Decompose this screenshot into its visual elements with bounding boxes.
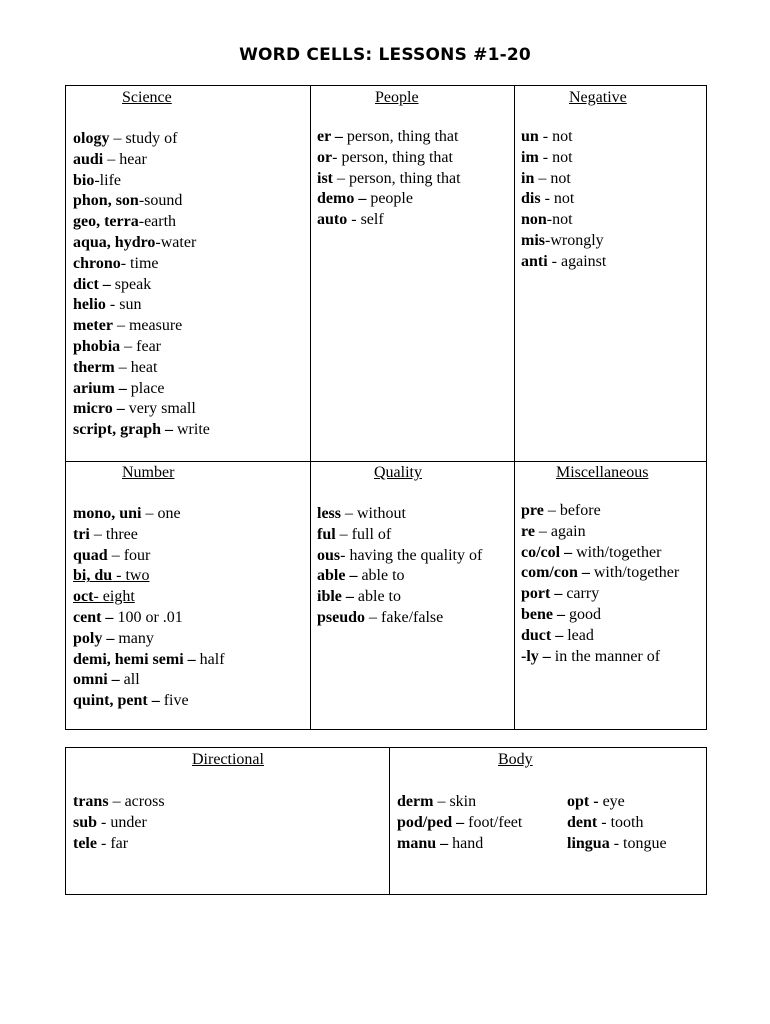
word-entry <box>317 546 482 567</box>
word-entry <box>317 587 482 608</box>
word-entry <box>73 399 210 420</box>
word-meaning: not <box>552 211 573 229</box>
word-separator: - <box>97 813 111 831</box>
word-separator: - <box>94 171 100 189</box>
word-root: im <box>521 148 539 166</box>
word-root: com/con – <box>521 564 590 582</box>
word-meaning: able to <box>357 588 401 606</box>
word-meaning: four <box>123 546 151 564</box>
word-meaning: person, thing that <box>346 128 459 145</box>
word-separator: – <box>89 525 106 543</box>
word-separator: – <box>333 169 349 187</box>
word-separator: - <box>112 567 126 585</box>
word-meaning: many <box>118 629 154 647</box>
word-entry <box>521 501 679 522</box>
word-meaning: hear <box>119 150 147 168</box>
word-entry <box>521 252 606 273</box>
word-root: ology <box>73 130 110 147</box>
heading-directional: Directional <box>192 751 264 768</box>
word-meaning: heat <box>130 358 158 376</box>
word-meaning: not <box>550 169 571 187</box>
word-meaning: half <box>199 650 225 668</box>
word-root: sub <box>73 813 98 831</box>
word-root: script, graph – <box>73 421 173 439</box>
word-separator: - <box>546 211 553 229</box>
word-entry <box>73 670 225 691</box>
word-meaning: eye <box>602 793 625 810</box>
word-meaning: across <box>124 793 165 810</box>
word-separator: - <box>347 211 361 229</box>
word-meaning: eight <box>102 588 135 606</box>
word-root: helio <box>73 296 106 314</box>
word-entry <box>73 587 225 608</box>
word-root: dent <box>567 813 598 831</box>
word-separator: - <box>540 190 554 208</box>
heading-miscellaneous: Miscellaneous <box>556 464 649 481</box>
word-cells-table <box>65 85 707 730</box>
word-entry <box>73 316 210 337</box>
word-entry <box>397 834 522 855</box>
word-meaning: good <box>569 605 601 623</box>
list-body-right <box>567 792 667 854</box>
word-root: pod/ped – <box>397 813 465 831</box>
word-root: arium – <box>73 379 127 397</box>
word-root: non <box>521 211 547 229</box>
word-entry <box>317 169 461 190</box>
cell-quality <box>311 462 514 729</box>
word-entry <box>73 792 165 813</box>
word-root: bene – <box>521 605 565 623</box>
word-root: omni – <box>73 671 120 689</box>
word-meaning: not <box>552 128 573 145</box>
word-root: ous <box>317 546 341 564</box>
word-root: bi, du <box>73 567 113 585</box>
word-entry <box>397 792 522 813</box>
word-entry <box>317 608 482 629</box>
page-title: WORD CELLS: LESSONS #1-20 <box>239 45 531 65</box>
word-entry <box>567 813 667 834</box>
word-entry <box>317 210 461 231</box>
word-meaning: able to <box>361 567 405 585</box>
word-root: therm <box>73 358 115 376</box>
word-root: bio <box>73 171 95 189</box>
list-directional <box>73 792 165 854</box>
word-meaning: measure <box>128 317 183 335</box>
word-root: lingua <box>567 834 610 852</box>
word-entry <box>73 254 210 275</box>
word-root: manu – <box>397 834 449 852</box>
cell-body <box>390 748 706 894</box>
word-separator: – <box>534 169 551 187</box>
word-root: poly – <box>73 629 115 647</box>
word-separator: - <box>138 213 145 231</box>
word-meaning: skin <box>449 793 477 810</box>
word-root: quint, pent – <box>73 692 160 710</box>
word-separator: – <box>433 793 450 810</box>
word-entry <box>73 212 210 233</box>
word-meaning: speak <box>114 275 152 293</box>
word-entry <box>317 148 461 169</box>
list-number <box>73 504 225 712</box>
word-root: aqua, hydro <box>73 233 156 251</box>
word-meaning: person, thing that <box>341 148 453 166</box>
word-root: opt - <box>567 793 599 810</box>
word-root: oct <box>73 588 94 606</box>
word-root: ible – <box>317 588 354 606</box>
word-root: -ly – <box>521 647 551 665</box>
word-separator: - <box>138 192 145 210</box>
word-entry <box>73 566 225 587</box>
word-meaning: not <box>552 148 573 166</box>
word-root: dict – <box>73 275 111 293</box>
word-entry <box>567 792 667 813</box>
word-separator: – <box>108 793 125 810</box>
word-entry <box>567 834 667 855</box>
word-meaning: lead <box>567 626 594 644</box>
word-root: quad <box>73 546 108 564</box>
word-root: co/col – <box>521 543 573 561</box>
word-meaning: with/together <box>593 564 680 582</box>
word-root: able – <box>317 567 358 585</box>
word-meaning: fear <box>136 337 161 355</box>
word-meaning: tongue <box>623 834 667 852</box>
word-root: anti <box>521 252 548 270</box>
word-separator: – <box>341 505 357 522</box>
cell-negative <box>515 86 706 461</box>
word-root: audi <box>73 150 104 168</box>
word-entry <box>397 813 522 834</box>
word-entry <box>317 566 482 587</box>
word-separator: – <box>141 505 158 522</box>
word-root: meter <box>73 317 113 335</box>
word-root: demo – <box>317 190 367 208</box>
word-root: er – <box>317 128 343 145</box>
word-meaning: two <box>125 567 150 585</box>
word-entry <box>73 420 210 441</box>
word-meaning: full of <box>351 525 392 543</box>
word-meaning: far <box>110 834 129 852</box>
word-root: geo, terra <box>73 213 139 231</box>
word-entry <box>73 650 225 671</box>
word-meaning: hand <box>452 834 484 852</box>
word-root: micro – <box>73 400 125 418</box>
word-separator: – <box>534 522 551 540</box>
word-meaning: self <box>360 211 384 229</box>
list-people <box>317 127 461 231</box>
word-separator: – <box>112 317 129 335</box>
word-meaning: people <box>370 190 413 208</box>
word-entry <box>73 629 225 650</box>
word-separator: - <box>340 546 350 564</box>
word-meaning: 100 or .01 <box>117 608 183 626</box>
word-separator: - <box>120 254 131 272</box>
word-meaning: in the manner of <box>554 647 661 665</box>
word-entry <box>521 148 606 169</box>
word-entry <box>317 189 461 210</box>
word-entry <box>521 210 606 231</box>
word-meaning: time <box>130 254 159 272</box>
word-entry <box>73 337 210 358</box>
word-separator: – <box>120 337 137 355</box>
word-entry <box>317 525 482 546</box>
word-root: or <box>317 148 333 166</box>
word-meaning: place <box>130 379 165 397</box>
word-entry <box>73 129 210 150</box>
word-cells-table-bottom <box>65 747 707 895</box>
word-entry <box>521 189 606 210</box>
word-separator: – <box>543 502 560 519</box>
word-meaning: three <box>105 525 138 543</box>
cell-miscellaneous <box>515 462 706 729</box>
list-science <box>73 129 210 441</box>
word-root: ist <box>317 169 333 187</box>
word-separator: - <box>332 148 342 166</box>
heading-science: Science <box>122 89 172 106</box>
word-entry <box>521 169 606 190</box>
word-separator: – <box>335 525 352 543</box>
word-root: mis <box>521 231 545 249</box>
word-separator: - <box>538 148 553 166</box>
word-meaning: life <box>99 171 121 189</box>
heading-body: Body <box>498 751 533 768</box>
word-root: derm <box>397 793 434 810</box>
word-entry <box>73 813 165 834</box>
word-entry <box>73 834 165 855</box>
word-meaning: foot/feet <box>468 813 523 831</box>
word-entry <box>73 546 225 567</box>
word-entry <box>521 563 679 584</box>
word-meaning: without <box>357 505 406 522</box>
word-meaning: with/together <box>576 543 662 561</box>
word-entry <box>73 525 225 546</box>
word-entry <box>73 608 225 629</box>
word-entry <box>521 647 679 668</box>
word-entry <box>521 231 606 252</box>
word-meaning: wrongly <box>550 231 604 249</box>
word-entry <box>73 191 210 212</box>
word-root: trans <box>73 793 109 810</box>
word-entry <box>317 127 461 148</box>
word-root: pre <box>521 502 544 519</box>
word-entry <box>521 626 679 647</box>
word-entry <box>317 504 482 525</box>
word-meaning: tooth <box>610 813 644 831</box>
word-separator: - <box>105 296 120 314</box>
list-negative <box>521 127 606 273</box>
word-entry <box>73 504 225 525</box>
word-entry <box>73 275 210 296</box>
word-entry <box>521 605 679 626</box>
word-entry <box>73 150 210 171</box>
word-meaning: carry <box>566 585 600 603</box>
word-separator: - <box>93 588 103 606</box>
word-separator: - <box>538 128 553 145</box>
word-root: mono, uni <box>73 505 142 522</box>
word-root: ful <box>317 525 336 543</box>
word-root: tele <box>73 834 97 852</box>
list-body-left <box>397 792 522 854</box>
word-meaning: earth <box>144 213 177 231</box>
word-entry <box>521 584 679 605</box>
word-meaning: write <box>177 421 210 439</box>
word-separator: - <box>155 233 161 251</box>
word-root: dis <box>521 190 541 208</box>
word-meaning: before <box>559 502 601 519</box>
word-separator: - <box>547 252 561 270</box>
word-entry <box>73 691 225 712</box>
word-root: auto <box>317 211 348 229</box>
word-root: chrono <box>73 254 121 272</box>
word-meaning: study of <box>125 130 178 147</box>
cell-science <box>66 86 310 461</box>
word-separator: – <box>365 608 382 626</box>
word-meaning: very small <box>128 400 196 418</box>
heading-quality: Quality <box>374 464 422 481</box>
word-meaning: five <box>163 692 189 710</box>
word-root: demi, hemi semi – <box>73 650 196 668</box>
word-root: less <box>317 505 341 522</box>
word-separator: - <box>597 813 611 831</box>
word-meaning: all <box>123 671 140 689</box>
heading-number: Number <box>122 464 175 481</box>
word-meaning: under <box>110 813 147 831</box>
word-separator: – <box>107 546 124 564</box>
cell-directional <box>66 748 389 894</box>
word-entry <box>73 295 210 316</box>
word-root: un <box>521 128 539 145</box>
word-entry <box>73 358 210 379</box>
word-meaning: again <box>550 522 586 540</box>
word-meaning: one <box>157 505 181 522</box>
word-root: duct – <box>521 626 564 644</box>
word-entry <box>73 233 210 254</box>
word-meaning: against <box>561 252 607 270</box>
word-meaning: not <box>553 190 575 208</box>
word-root: phobia <box>73 337 121 355</box>
cell-number <box>66 462 310 729</box>
word-meaning: fake/false <box>381 608 444 626</box>
word-entry <box>521 522 679 543</box>
word-root: phon, son <box>73 192 139 210</box>
word-entry <box>73 171 210 192</box>
list-miscellaneous <box>521 501 679 667</box>
word-separator: - <box>545 231 551 249</box>
word-meaning: person, thing that <box>349 169 461 187</box>
word-separator: – <box>114 358 131 376</box>
cell-people <box>311 86 514 461</box>
word-root: cent – <box>73 608 114 626</box>
word-meaning: water <box>160 233 197 251</box>
word-separator: - <box>96 834 111 852</box>
word-separator: – <box>109 130 126 147</box>
word-entry <box>521 127 606 148</box>
word-root: port – <box>521 585 563 603</box>
word-meaning: sun <box>119 296 142 314</box>
word-entry <box>521 543 679 564</box>
list-quality <box>317 504 482 629</box>
word-meaning: sound <box>144 192 183 210</box>
word-entry <box>73 379 210 400</box>
word-separator: – <box>103 150 120 168</box>
word-root: pseudo <box>317 608 366 626</box>
heading-negative: Negative <box>569 89 627 106</box>
word-root: tri <box>73 525 90 543</box>
word-root: re <box>521 522 535 540</box>
word-root: in <box>521 169 535 187</box>
heading-people: People <box>375 89 419 106</box>
word-meaning: having the quality of <box>349 546 483 564</box>
word-separator: - <box>609 834 624 852</box>
